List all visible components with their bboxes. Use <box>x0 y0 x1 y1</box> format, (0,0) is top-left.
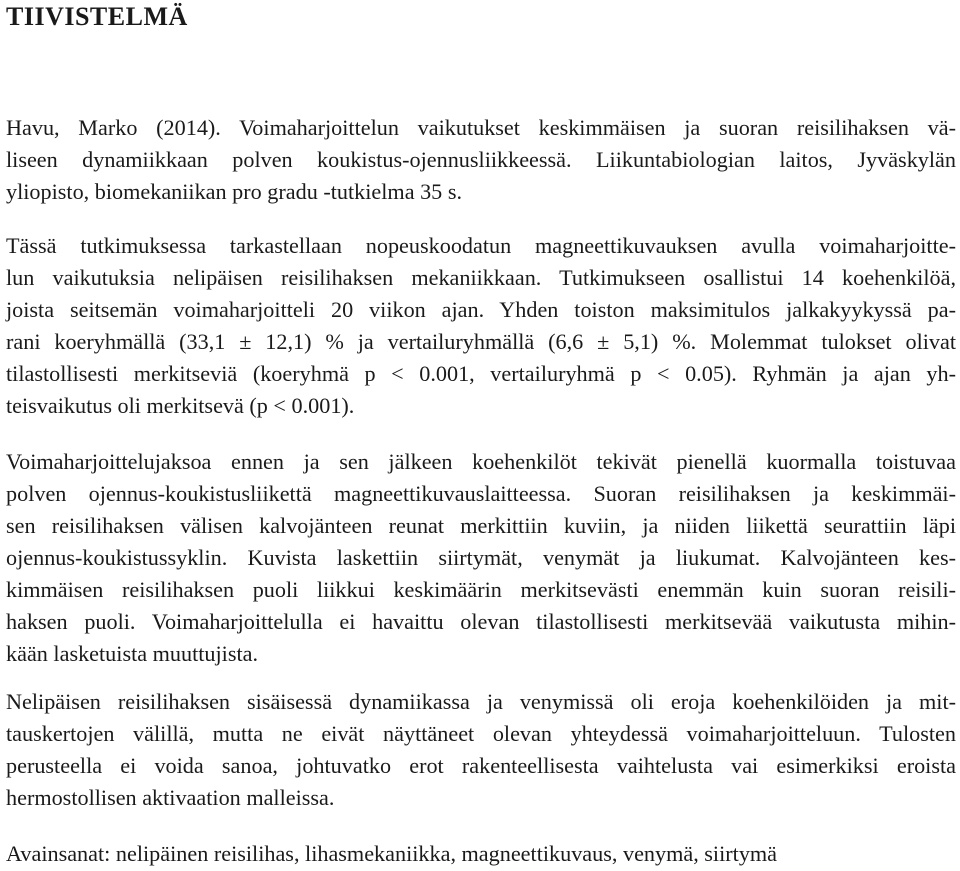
methods-line: ojennus-koukistussyklin. Kuvista laskettiin siirtymät, venymät ja liukumat. Kalvojänteen kes- <box>6 545 956 570</box>
discussion-paragraph <box>6 686 956 814</box>
intro-line: teisvaikutus oli merkitsevä (p < 0.001). <box>6 393 355 418</box>
citation-line: yliopisto, biomekaniikan pro gradu -tutkielma 35 s. <box>6 179 463 204</box>
discussion-line: perusteella ei voida sanoa, johtuvatko erot rakenteellisesta vaihtelusta vai esimerkiksi eroista <box>6 753 956 778</box>
intro-line: rani koeryhmällä (33,1 ± 12,1) % ja vertailuryhmällä (6,6 ± 5,1) %. Molemmat tulokset olivat <box>6 329 956 354</box>
intro-line: tilastollisesti merkitseviä (koeryhmä p < 0.001, vertailuryhmä p < 0.05). Ryhmän ja ajan yh- <box>6 361 956 386</box>
methods-line: Voimaharjoittelujaksoa ennen ja sen jälkeen koehenkilöt tekivät pienellä kuormalla toistuvaa <box>6 449 956 474</box>
keywords-line: Avainsanat: nelipäinen reisilihas, lihasmekaniikka, magneettikuvaus, venymä, siirtymä <box>6 841 778 866</box>
intro-line: Tässä tutkimuksessa tarkastellaan nopeuskoodatun magneettikuvauksen avulla voimaharjoitte- <box>6 233 956 258</box>
citation-line: liseen dynamiikkaan polven koukistus-ojennusliikkeessä. Liikuntabiologian laitos, Jyväskylän <box>6 147 956 172</box>
citation-line: Havu, Marko (2014). Voimaharjoittelun vaikutukset keskimmäisen ja suoran reisilihaksen vä- <box>6 115 956 140</box>
intro-paragraph <box>6 230 956 422</box>
intro-line: joista seitsemän voimaharjoitteli 20 viikon ajan. Yhden toiston maksimitulos jalkakyykyssä pa- <box>6 297 956 322</box>
discussion-line: hermostollisen aktivaation malleissa. <box>6 785 335 810</box>
methods-paragraph <box>6 446 956 670</box>
methods-line: kään lasketuista muuttujista. <box>6 641 259 666</box>
intro-line: lun vaikutuksia nelipäisen reisilihaksen mekaniikkaan. Tutkimukseen osallistui 14 koehenkilöä, <box>6 265 956 290</box>
discussion-line: Nelipäisen reisilihaksen sisäisessä dynamiikassa ja venymissä oli eroja koehenkilöiden ja mit- <box>6 689 956 714</box>
discussion-line: tauskertojen välillä, mutta ne eivät näyttäneet olevan yhteydessä voimaharjoitteluun. Tulosten <box>6 721 956 746</box>
page-title: TIIVISTELMÄ <box>6 2 188 31</box>
methods-line: sen reisilihaksen välisen kalvojänteen reunat merkittiin kuviin, ja niiden liikettä seurattiin läpi <box>6 513 956 538</box>
methods-line: kimmäisen reisilihaksen puoli liikkui keskimäärin merkitsevästi enemmän kuin suoran reisili- <box>6 577 956 602</box>
keywords-paragraph <box>6 838 956 870</box>
methods-line: polven ojennus-koukistusliikettä magneettikuvauslaitteessa. Suoran reisilihaksen ja keskimmäi- <box>6 481 956 506</box>
citation-paragraph <box>6 112 956 208</box>
methods-line: haksen puoli. Voimaharjoittelulla ei havaittu olevan tilastollisesti merkitsevää vaikutusta mihin- <box>6 609 956 634</box>
